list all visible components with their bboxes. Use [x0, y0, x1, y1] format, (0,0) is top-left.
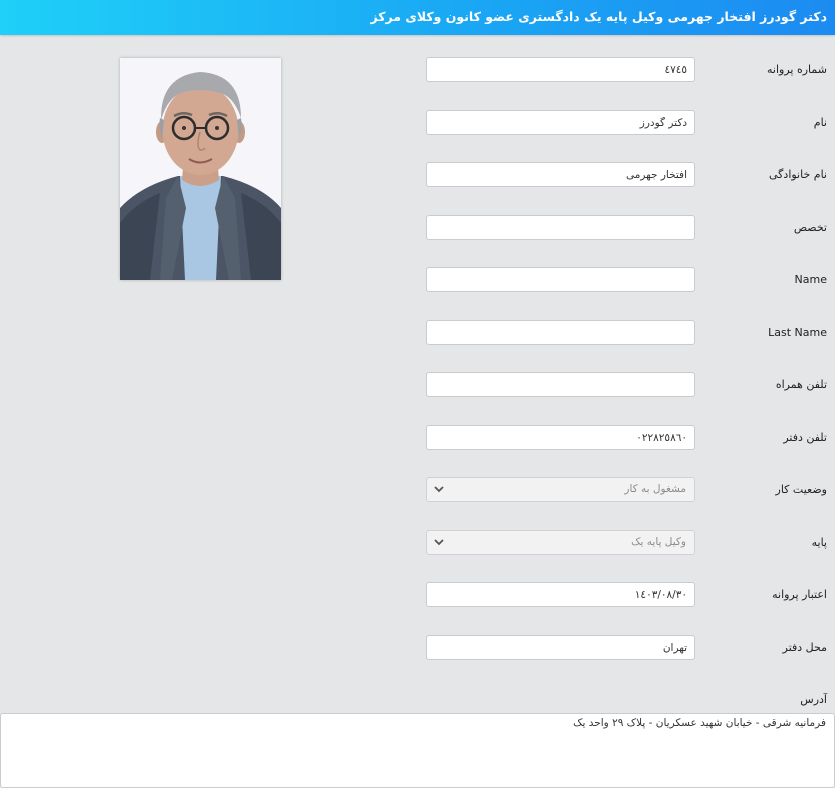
office-location-label: محل دفتر [782, 641, 827, 654]
name-en-label: Name [794, 273, 827, 286]
office-location-input[interactable] [426, 635, 695, 660]
license-number-input[interactable] [426, 57, 695, 82]
last-name-en-input[interactable] [426, 320, 695, 345]
work-status-label: وضعیت کار [775, 483, 827, 496]
license-number-label: شماره پروانه [767, 63, 827, 76]
grade-label: پایه [811, 536, 827, 549]
mobile-input[interactable] [426, 372, 695, 397]
person-photo-icon [120, 58, 281, 280]
first-name-input[interactable] [426, 110, 695, 135]
specialty-label: تخصص [793, 221, 827, 234]
work-status-select[interactable] [426, 477, 695, 502]
mobile-label: تلفن همراه [775, 378, 827, 391]
profile-photo [120, 58, 281, 280]
grade-value: وکیل پایه یک [631, 536, 686, 548]
address-textarea[interactable] [0, 713, 835, 788]
last-name-en-label: Last Name [768, 326, 827, 339]
chevron-down-icon [433, 482, 445, 496]
name-en-input[interactable] [426, 267, 695, 292]
work-status-value: مشغول به کار [624, 483, 686, 495]
page-title: دکتر گودرز افتخار جهرمی وکیل پایه یک دادگستری عضو کانون وکلای مرکز [370, 9, 827, 24]
license-validity-label: اعتبار پروانه [772, 588, 827, 601]
address-label: آدرس [800, 693, 827, 706]
header-bar [0, 0, 835, 35]
family-name-input[interactable] [426, 162, 695, 187]
specialty-input[interactable] [426, 215, 695, 240]
office-phone-input[interactable] [426, 425, 695, 450]
office-phone-label: تلفن دفتر [783, 431, 827, 444]
grade-select[interactable] [426, 530, 695, 555]
family-name-label: نام خانوادگی [769, 168, 827, 181]
chevron-down-icon [433, 535, 445, 549]
license-validity-input[interactable] [426, 582, 695, 607]
first-name-label: نام [813, 116, 827, 129]
address-value: فرمانیه شرقی - خیابان شهید عسکریان - پلاک ۲۹ واحد یک [573, 717, 826, 729]
